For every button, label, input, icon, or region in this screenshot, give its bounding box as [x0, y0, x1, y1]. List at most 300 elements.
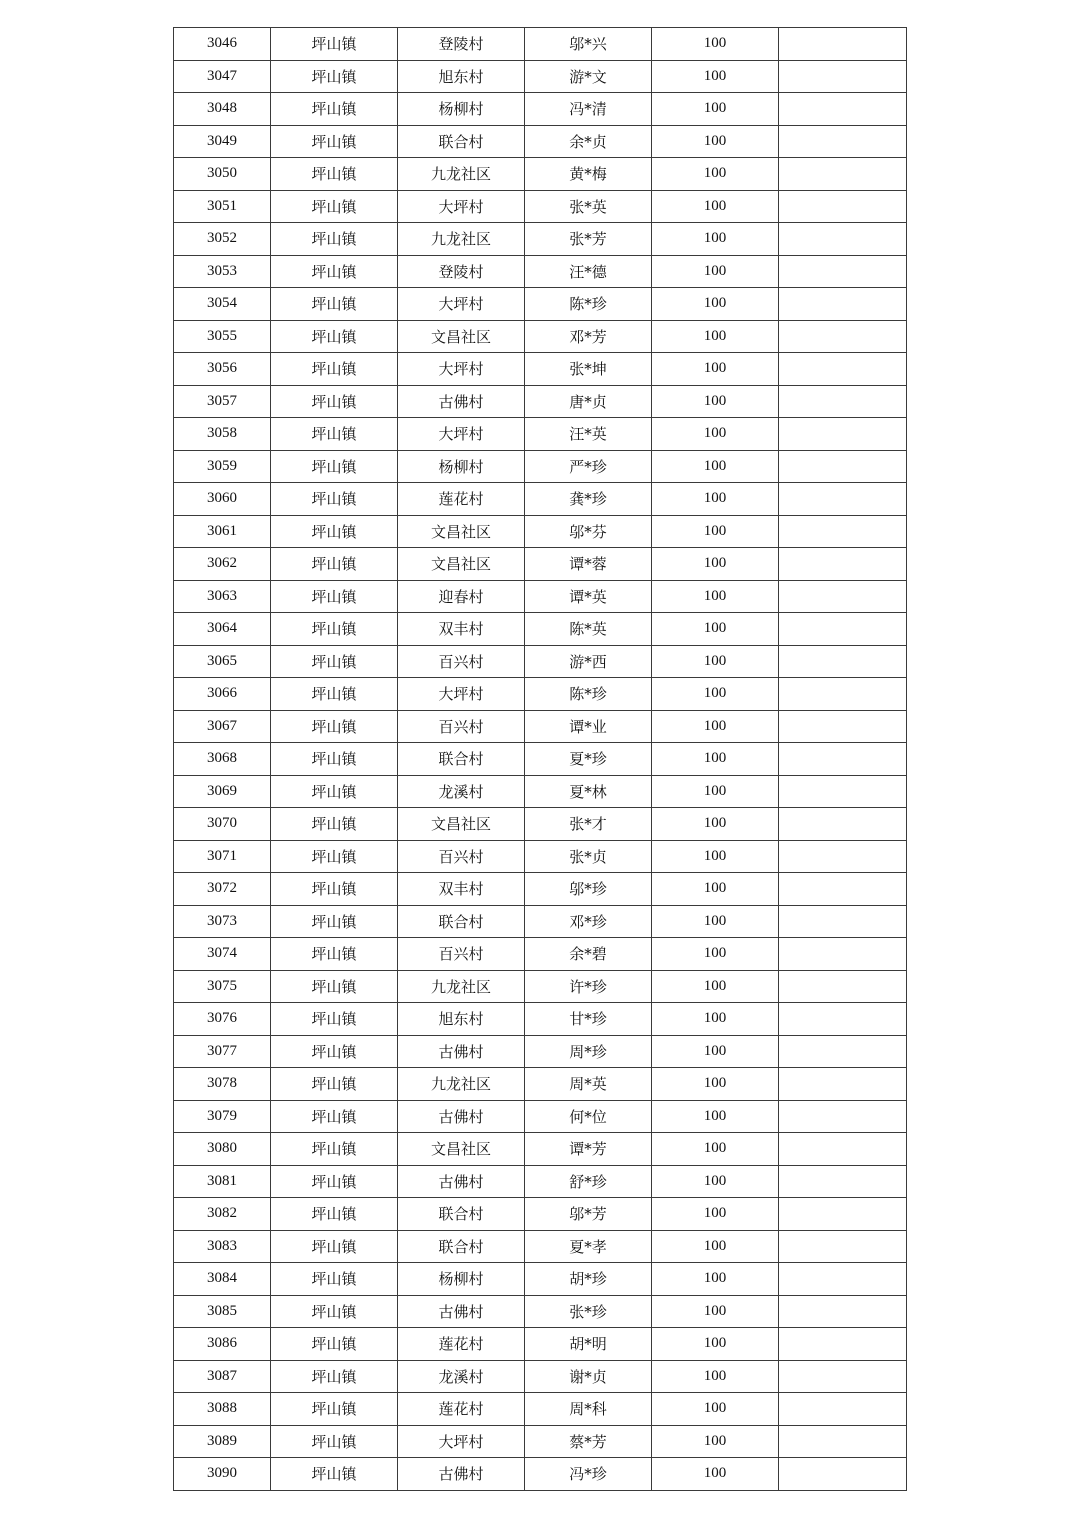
- town-cell: 坪山镇: [271, 418, 398, 451]
- amount-cell: 100: [652, 1003, 779, 1036]
- town-cell: 坪山镇: [271, 450, 398, 483]
- town-cell: 坪山镇: [271, 515, 398, 548]
- table-row: [174, 1133, 907, 1166]
- table-row: [174, 1068, 907, 1101]
- village-cell: 百兴村: [398, 840, 525, 873]
- table-row: [174, 353, 907, 386]
- table-row: [174, 28, 907, 61]
- person-name-cell: 余*碧: [525, 938, 652, 971]
- village-cell: 百兴村: [398, 710, 525, 743]
- serial-number-cell: 3048: [174, 93, 271, 126]
- table-row: [174, 613, 907, 646]
- town-cell: 坪山镇: [271, 678, 398, 711]
- table-row: [174, 1360, 907, 1393]
- amount-cell: 100: [652, 255, 779, 288]
- amount-cell: 100: [652, 28, 779, 61]
- note-cell: [779, 1068, 907, 1101]
- person-name-cell: 胡*珍: [525, 1263, 652, 1296]
- serial-number-cell: 3078: [174, 1068, 271, 1101]
- note-cell: [779, 1165, 907, 1198]
- table-row: [174, 158, 907, 191]
- note-cell: [779, 28, 907, 61]
- table-row: [174, 580, 907, 613]
- serial-number-cell: 3065: [174, 645, 271, 678]
- village-cell: 联合村: [398, 125, 525, 158]
- amount-cell: 100: [652, 1035, 779, 1068]
- note-cell: [779, 710, 907, 743]
- person-name-cell: 冯*珍: [525, 1458, 652, 1491]
- town-cell: 坪山镇: [271, 613, 398, 646]
- serial-number-cell: 3070: [174, 808, 271, 841]
- amount-cell: 100: [652, 158, 779, 191]
- person-name-cell: 邬*兴: [525, 28, 652, 61]
- person-name-cell: 陈*珍: [525, 288, 652, 321]
- village-cell: 双丰村: [398, 873, 525, 906]
- person-name-cell: 张*珍: [525, 1295, 652, 1328]
- village-cell: 杨柳村: [398, 1263, 525, 1296]
- town-cell: 坪山镇: [271, 1263, 398, 1296]
- amount-cell: 100: [652, 1458, 779, 1491]
- amount-cell: 100: [652, 873, 779, 906]
- note-cell: [779, 548, 907, 581]
- town-cell: 坪山镇: [271, 548, 398, 581]
- note-cell: [779, 255, 907, 288]
- village-cell: 旭东村: [398, 1003, 525, 1036]
- serial-number-cell: 3063: [174, 580, 271, 613]
- person-name-cell: 邓*芳: [525, 320, 652, 353]
- village-cell: 九龙社区: [398, 223, 525, 256]
- person-name-cell: 谭*业: [525, 710, 652, 743]
- table-row: [174, 385, 907, 418]
- amount-cell: 100: [652, 288, 779, 321]
- amount-cell: 100: [652, 580, 779, 613]
- note-cell: [779, 970, 907, 1003]
- person-name-cell: 严*珍: [525, 450, 652, 483]
- amount-cell: 100: [652, 1328, 779, 1361]
- serial-number-cell: 3061: [174, 515, 271, 548]
- serial-number-cell: 3071: [174, 840, 271, 873]
- town-cell: 坪山镇: [271, 905, 398, 938]
- amount-cell: 100: [652, 710, 779, 743]
- town-cell: 坪山镇: [271, 1295, 398, 1328]
- note-cell: [779, 288, 907, 321]
- person-name-cell: 谢*贞: [525, 1360, 652, 1393]
- serial-number-cell: 3081: [174, 1165, 271, 1198]
- village-cell: 莲花村: [398, 1393, 525, 1426]
- village-cell: 百兴村: [398, 938, 525, 971]
- amount-cell: 100: [652, 1068, 779, 1101]
- person-name-cell: 蔡*芳: [525, 1425, 652, 1458]
- village-cell: 九龙社区: [398, 970, 525, 1003]
- table-row: [174, 320, 907, 353]
- note-cell: [779, 1035, 907, 1068]
- person-name-cell: 邬*芳: [525, 1198, 652, 1231]
- town-cell: 坪山镇: [271, 808, 398, 841]
- person-name-cell: 汪*德: [525, 255, 652, 288]
- serial-number-cell: 3079: [174, 1100, 271, 1133]
- amount-cell: 100: [652, 1295, 779, 1328]
- note-cell: [779, 450, 907, 483]
- person-name-cell: 张*芳: [525, 223, 652, 256]
- person-name-cell: 谭*蓉: [525, 548, 652, 581]
- note-cell: [779, 1360, 907, 1393]
- amount-cell: 100: [652, 905, 779, 938]
- table-row: [174, 483, 907, 516]
- amount-cell: 100: [652, 385, 779, 418]
- village-cell: 迎春村: [398, 580, 525, 613]
- person-name-cell: 谭*芳: [525, 1133, 652, 1166]
- town-cell: 坪山镇: [271, 1230, 398, 1263]
- amount-cell: 100: [652, 743, 779, 776]
- amount-cell: 100: [652, 678, 779, 711]
- table-row: [174, 255, 907, 288]
- note-cell: [779, 1133, 907, 1166]
- serial-number-cell: 3055: [174, 320, 271, 353]
- serial-number-cell: 3059: [174, 450, 271, 483]
- person-name-cell: 张*贞: [525, 840, 652, 873]
- amount-cell: 100: [652, 353, 779, 386]
- person-name-cell: 陈*珍: [525, 678, 652, 711]
- note-cell: [779, 645, 907, 678]
- note-cell: [779, 840, 907, 873]
- amount-cell: 100: [652, 938, 779, 971]
- village-cell: 古佛村: [398, 385, 525, 418]
- note-cell: [779, 808, 907, 841]
- village-cell: 古佛村: [398, 1165, 525, 1198]
- village-cell: 大坪村: [398, 288, 525, 321]
- note-cell: [779, 1458, 907, 1491]
- amount-cell: 100: [652, 223, 779, 256]
- note-cell: [779, 418, 907, 451]
- town-cell: 坪山镇: [271, 645, 398, 678]
- town-cell: 坪山镇: [271, 1035, 398, 1068]
- table-row: [174, 1003, 907, 1036]
- amount-cell: 100: [652, 1360, 779, 1393]
- person-name-cell: 冯*清: [525, 93, 652, 126]
- person-name-cell: 甘*珍: [525, 1003, 652, 1036]
- person-name-cell: 黄*梅: [525, 158, 652, 191]
- serial-number-cell: 3062: [174, 548, 271, 581]
- village-cell: 大坪村: [398, 353, 525, 386]
- village-cell: 古佛村: [398, 1035, 525, 1068]
- amount-cell: 100: [652, 1263, 779, 1296]
- village-cell: 莲花村: [398, 1328, 525, 1361]
- amount-cell: 100: [652, 1133, 779, 1166]
- table-row: [174, 645, 907, 678]
- serial-number-cell: 3084: [174, 1263, 271, 1296]
- amount-cell: 100: [652, 450, 779, 483]
- table-row: [174, 808, 907, 841]
- roster-body: [174, 28, 907, 1491]
- amount-cell: 100: [652, 1100, 779, 1133]
- person-name-cell: 游*文: [525, 60, 652, 93]
- note-cell: [779, 125, 907, 158]
- town-cell: 坪山镇: [271, 353, 398, 386]
- village-cell: 文昌社区: [398, 548, 525, 581]
- town-cell: 坪山镇: [271, 385, 398, 418]
- amount-cell: 100: [652, 1393, 779, 1426]
- village-cell: 莲花村: [398, 483, 525, 516]
- table-row: [174, 1295, 907, 1328]
- town-cell: 坪山镇: [271, 1425, 398, 1458]
- note-cell: [779, 320, 907, 353]
- amount-cell: 100: [652, 190, 779, 223]
- table-row: [174, 873, 907, 906]
- serial-number-cell: 3086: [174, 1328, 271, 1361]
- note-cell: [779, 678, 907, 711]
- note-cell: [779, 743, 907, 776]
- serial-number-cell: 3057: [174, 385, 271, 418]
- note-cell: [779, 1100, 907, 1133]
- person-name-cell: 邬*珍: [525, 873, 652, 906]
- village-cell: 联合村: [398, 1230, 525, 1263]
- serial-number-cell: 3090: [174, 1458, 271, 1491]
- serial-number-cell: 3053: [174, 255, 271, 288]
- note-cell: [779, 483, 907, 516]
- table-row: [174, 125, 907, 158]
- town-cell: 坪山镇: [271, 743, 398, 776]
- serial-number-cell: 3087: [174, 1360, 271, 1393]
- note-cell: [779, 1003, 907, 1036]
- town-cell: 坪山镇: [271, 320, 398, 353]
- town-cell: 坪山镇: [271, 255, 398, 288]
- table-row: [174, 288, 907, 321]
- serial-number-cell: 3088: [174, 1393, 271, 1426]
- note-cell: [779, 1263, 907, 1296]
- note-cell: [779, 1328, 907, 1361]
- table-row: [174, 938, 907, 971]
- amount-cell: 100: [652, 970, 779, 1003]
- village-cell: 文昌社区: [398, 320, 525, 353]
- serial-number-cell: 3058: [174, 418, 271, 451]
- town-cell: 坪山镇: [271, 190, 398, 223]
- town-cell: 坪山镇: [271, 125, 398, 158]
- person-name-cell: 夏*珍: [525, 743, 652, 776]
- village-cell: 旭东村: [398, 60, 525, 93]
- town-cell: 坪山镇: [271, 1100, 398, 1133]
- serial-number-cell: 3074: [174, 938, 271, 971]
- serial-number-cell: 3075: [174, 970, 271, 1003]
- village-cell: 九龙社区: [398, 158, 525, 191]
- village-cell: 古佛村: [398, 1100, 525, 1133]
- amount-cell: 100: [652, 1425, 779, 1458]
- serial-number-cell: 3089: [174, 1425, 271, 1458]
- serial-number-cell: 3067: [174, 710, 271, 743]
- town-cell: 坪山镇: [271, 223, 398, 256]
- town-cell: 坪山镇: [271, 710, 398, 743]
- amount-cell: 100: [652, 1165, 779, 1198]
- town-cell: 坪山镇: [271, 840, 398, 873]
- amount-cell: 100: [652, 93, 779, 126]
- serial-number-cell: 3083: [174, 1230, 271, 1263]
- table-row: [174, 840, 907, 873]
- person-name-cell: 游*西: [525, 645, 652, 678]
- town-cell: 坪山镇: [271, 1068, 398, 1101]
- town-cell: 坪山镇: [271, 288, 398, 321]
- town-cell: 坪山镇: [271, 775, 398, 808]
- village-cell: 大坪村: [398, 190, 525, 223]
- note-cell: [779, 353, 907, 386]
- table-row: [174, 418, 907, 451]
- table-row: [174, 1198, 907, 1231]
- serial-number-cell: 3073: [174, 905, 271, 938]
- table-row: [174, 1425, 907, 1458]
- village-cell: 九龙社区: [398, 1068, 525, 1101]
- table-row: [174, 1230, 907, 1263]
- amount-cell: 100: [652, 1198, 779, 1231]
- town-cell: 坪山镇: [271, 938, 398, 971]
- amount-cell: 100: [652, 1230, 779, 1263]
- village-cell: 联合村: [398, 743, 525, 776]
- village-cell: 联合村: [398, 905, 525, 938]
- table-row: [174, 1100, 907, 1133]
- table-row: [174, 190, 907, 223]
- serial-number-cell: 3046: [174, 28, 271, 61]
- serial-number-cell: 3076: [174, 1003, 271, 1036]
- village-cell: 登陵村: [398, 255, 525, 288]
- note-cell: [779, 385, 907, 418]
- table-row: [174, 1165, 907, 1198]
- person-name-cell: 邬*芬: [525, 515, 652, 548]
- person-name-cell: 唐*贞: [525, 385, 652, 418]
- serial-number-cell: 3052: [174, 223, 271, 256]
- person-name-cell: 汪*英: [525, 418, 652, 451]
- town-cell: 坪山镇: [271, 60, 398, 93]
- serial-number-cell: 3051: [174, 190, 271, 223]
- village-cell: 古佛村: [398, 1458, 525, 1491]
- person-name-cell: 陈*英: [525, 613, 652, 646]
- amount-cell: 100: [652, 645, 779, 678]
- person-name-cell: 余*贞: [525, 125, 652, 158]
- serial-number-cell: 3066: [174, 678, 271, 711]
- amount-cell: 100: [652, 418, 779, 451]
- note-cell: [779, 613, 907, 646]
- town-cell: 坪山镇: [271, 970, 398, 1003]
- serial-number-cell: 3060: [174, 483, 271, 516]
- table-row: [174, 93, 907, 126]
- village-cell: 百兴村: [398, 645, 525, 678]
- person-name-cell: 周*珍: [525, 1035, 652, 1068]
- amount-cell: 100: [652, 60, 779, 93]
- village-cell: 大坪村: [398, 678, 525, 711]
- town-cell: 坪山镇: [271, 28, 398, 61]
- table-row: [174, 1393, 907, 1426]
- village-cell: 杨柳村: [398, 450, 525, 483]
- note-cell: [779, 515, 907, 548]
- note-cell: [779, 580, 907, 613]
- note-cell: [779, 873, 907, 906]
- serial-number-cell: 3049: [174, 125, 271, 158]
- person-name-cell: 夏*孝: [525, 1230, 652, 1263]
- village-cell: 联合村: [398, 1198, 525, 1231]
- note-cell: [779, 905, 907, 938]
- town-cell: 坪山镇: [271, 1458, 398, 1491]
- amount-cell: 100: [652, 515, 779, 548]
- note-cell: [779, 60, 907, 93]
- table-row: [174, 1328, 907, 1361]
- amount-cell: 100: [652, 613, 779, 646]
- town-cell: 坪山镇: [271, 580, 398, 613]
- person-name-cell: 周*英: [525, 1068, 652, 1101]
- note-cell: [779, 775, 907, 808]
- town-cell: 坪山镇: [271, 1328, 398, 1361]
- person-name-cell: 夏*林: [525, 775, 652, 808]
- serial-number-cell: 3068: [174, 743, 271, 776]
- table-row: [174, 223, 907, 256]
- note-cell: [779, 158, 907, 191]
- table-row: [174, 970, 907, 1003]
- note-cell: [779, 938, 907, 971]
- town-cell: 坪山镇: [271, 1393, 398, 1426]
- village-cell: 文昌社区: [398, 1133, 525, 1166]
- serial-number-cell: 3072: [174, 873, 271, 906]
- note-cell: [779, 1198, 907, 1231]
- town-cell: 坪山镇: [271, 1198, 398, 1231]
- town-cell: 坪山镇: [271, 1003, 398, 1036]
- town-cell: 坪山镇: [271, 93, 398, 126]
- village-cell: 龙溪村: [398, 1360, 525, 1393]
- table-row: [174, 515, 907, 548]
- village-cell: 古佛村: [398, 1295, 525, 1328]
- table-row: [174, 905, 907, 938]
- village-cell: 大坪村: [398, 1425, 525, 1458]
- village-cell: 文昌社区: [398, 515, 525, 548]
- note-cell: [779, 223, 907, 256]
- table-row: [174, 775, 907, 808]
- serial-number-cell: 3077: [174, 1035, 271, 1068]
- serial-number-cell: 3056: [174, 353, 271, 386]
- note-cell: [779, 1230, 907, 1263]
- person-name-cell: 谭*英: [525, 580, 652, 613]
- serial-number-cell: 3085: [174, 1295, 271, 1328]
- person-name-cell: 龚*珍: [525, 483, 652, 516]
- town-cell: 坪山镇: [271, 1360, 398, 1393]
- person-name-cell: 舒*珍: [525, 1165, 652, 1198]
- village-cell: 文昌社区: [398, 808, 525, 841]
- amount-cell: 100: [652, 125, 779, 158]
- serial-number-cell: 3047: [174, 60, 271, 93]
- town-cell: 坪山镇: [271, 483, 398, 516]
- roster-table: [173, 27, 907, 1491]
- amount-cell: 100: [652, 320, 779, 353]
- serial-number-cell: 3054: [174, 288, 271, 321]
- amount-cell: 100: [652, 775, 779, 808]
- person-name-cell: 邓*珍: [525, 905, 652, 938]
- amount-cell: 100: [652, 548, 779, 581]
- village-cell: 大坪村: [398, 418, 525, 451]
- note-cell: [779, 190, 907, 223]
- note-cell: [779, 1295, 907, 1328]
- table-row: [174, 1263, 907, 1296]
- person-name-cell: 许*珍: [525, 970, 652, 1003]
- town-cell: 坪山镇: [271, 873, 398, 906]
- table-row: [174, 1035, 907, 1068]
- town-cell: 坪山镇: [271, 158, 398, 191]
- serial-number-cell: 3050: [174, 158, 271, 191]
- serial-number-cell: 3069: [174, 775, 271, 808]
- table-row: [174, 743, 907, 776]
- table-row: [174, 450, 907, 483]
- note-cell: [779, 1393, 907, 1426]
- person-name-cell: 周*科: [525, 1393, 652, 1426]
- village-cell: 登陵村: [398, 28, 525, 61]
- village-cell: 龙溪村: [398, 775, 525, 808]
- note-cell: [779, 93, 907, 126]
- village-cell: 杨柳村: [398, 93, 525, 126]
- person-name-cell: 何*位: [525, 1100, 652, 1133]
- amount-cell: 100: [652, 483, 779, 516]
- note-cell: [779, 1425, 907, 1458]
